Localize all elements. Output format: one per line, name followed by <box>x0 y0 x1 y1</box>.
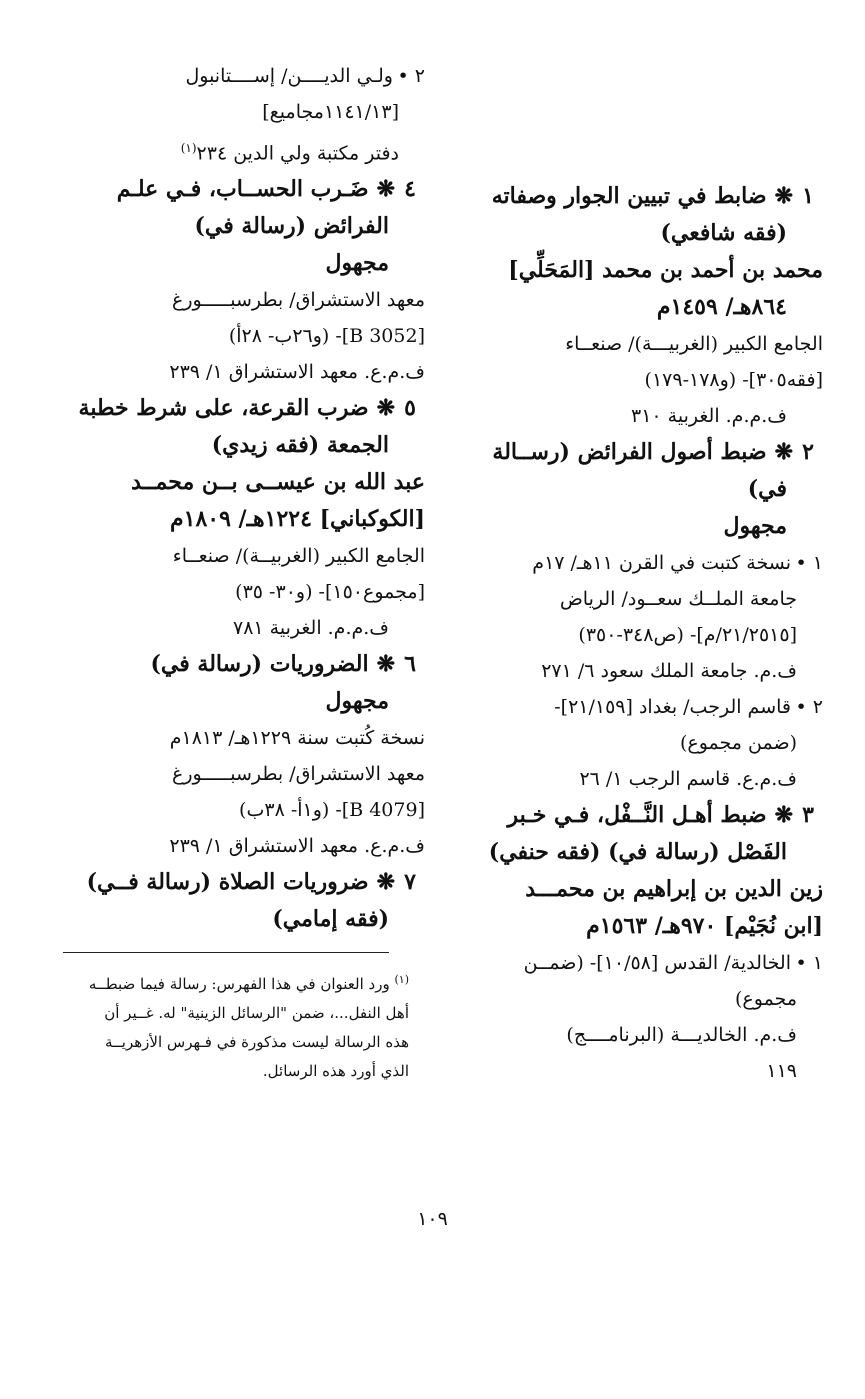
entry-6-line: ف.م.ع. معهد الاستشراق ١/ ٢٣٩ <box>169 835 425 858</box>
entry-5-title-2: الجمعة (فقه زيدي) <box>211 432 389 459</box>
entry-5-author: عبد الله بن عيســى بــن محمــد <box>131 469 425 496</box>
left-column <box>65 58 425 1086</box>
entry-2-copy-1-line: [٢١/٢٥١٥/م]- (ص٣٤٨-٣٥٠) <box>578 624 797 646</box>
continued-copy-2: ٢ •ولـي الديــــن/ إســــتانبول <box>185 65 425 87</box>
entry-3-copy-1-line: مجموع) <box>735 988 797 1010</box>
entry-1-title: ١❋ضابط في تبيين الجوار وصفاته <box>491 183 814 209</box>
entry-6-line: [B 4079]- (و١أ- ٣٨ب) <box>239 799 425 822</box>
footnote-marker: (١) <box>394 973 409 987</box>
entry-1-author-2: ٨٦٤هـ/ ١٤٥٩م <box>656 294 787 320</box>
entry-2-copy-1-line: ف.م. جامعة الملك سعود ٦/ ٢٧١ <box>541 660 797 682</box>
entry-2-title-2: في) <box>747 476 787 502</box>
footnote-divider <box>63 952 389 953</box>
entry-4-line: ف.م.ع. معهد الاستشراق ١/ ٢٣٩ <box>169 361 425 384</box>
entry-4-line: [B 3052]- (و٢٦ب- ٢٨أ) <box>228 325 425 348</box>
entry-6-line: معهد الاستشراق/ بطرسبـــــورغ <box>172 763 425 786</box>
entry-5-line: الجامع الكبير (الغربيــة)/ صنعــاء <box>172 545 425 568</box>
entry-5-author-2: [الكوكباني] ١٢٢٤هـ/ ١٨٠٩م <box>170 506 425 533</box>
entry-3-title: ٣❋ضبط أهـل النَّــفْل، فـي خـبر <box>507 802 814 828</box>
right-column <box>433 178 823 1089</box>
continued-copy-2-line: [١١٤١/١٣مجاميع] <box>262 101 399 123</box>
entry-3-copy-1: ١ •الخالدية/ القدس [١٠/٥٨]- (ضمــن <box>523 952 823 974</box>
star-icon: ❋ <box>774 183 793 209</box>
entry-3-copy-1-line: ١١٩ <box>766 1060 797 1082</box>
entry-7-title-2: (فقه إمامي) <box>272 906 389 933</box>
entry-1-line: الجامع الكبير (الغربيـــة)/ صنعــاء <box>565 333 823 355</box>
star-icon: ❋ <box>774 802 793 828</box>
star-icon: ❋ <box>376 176 395 203</box>
entry-6-title: ٦❋الضروريات (رسالة في) <box>150 651 416 678</box>
star-icon: ❋ <box>376 651 395 678</box>
entry-5-line: [مجموع١٥٠]- (و٣٠- ٣٥) <box>235 581 425 604</box>
entry-2-copy-2-line: ف.م.ع. قاسم الرجب ١/ ٢٦ <box>579 768 797 790</box>
entry-2-copy-1: ١ •نسخة كتبت في القرن ١١هـ/ ١٧م <box>532 552 823 574</box>
entry-7-title: ٧❋ضروريات الصلاة (رسالة فــي) <box>86 869 416 896</box>
entry-2-copy-2-line: (ضمن مجموع) <box>679 732 797 754</box>
page-number: ١٠٩ <box>417 1208 448 1230</box>
entry-2-copy-1-line: جامعة الملــك سعــود/ الرياض <box>559 588 797 610</box>
star-icon: ❋ <box>376 395 395 422</box>
bullet-icon: • <box>397 65 409 87</box>
footnote-line: أهل النفل...، ضمن "الرسائل الزينية" له. غــير أن <box>104 1004 409 1023</box>
entry-2-copy-2: ٢ •قاسم الرجب/ بغداد [٢١/١٥٩]- <box>554 696 823 718</box>
entry-4-author: مجهول <box>325 250 389 277</box>
entry-5-title: ٥❋ضرب القرعة، على شرط خطبة <box>78 395 416 422</box>
star-icon: ❋ <box>774 439 793 465</box>
footnote-line: الذي أورد هذه الرسائل. <box>262 1062 409 1081</box>
entry-1-line: ف.م.م. الغربية ٣١٠ <box>631 405 787 427</box>
bullet-icon: • <box>795 952 807 974</box>
footnote-reference: (١) <box>180 141 197 155</box>
entry-2-author: مجهول <box>723 513 787 539</box>
entry-1-author: محمد بن أحمد بن محمد [المَحَلِّي] <box>508 257 823 283</box>
entry-2-title: ٢❋ضبط أصول الفرائض (رســالة <box>492 439 814 465</box>
entry-6-author: مجهول <box>325 688 389 715</box>
continued-copy-2-line: دفتر مكتبة ولي الدين ٢٣٤$^{(١)}$ <box>180 141 399 165</box>
entry-4-title: ٤❋ضَـرب الحســاب، فـي علـم <box>116 176 416 203</box>
entry-4-title-2: الفرائض (رسالة في) <box>194 213 389 240</box>
entry-1-title-2: (فقه شافعي) <box>660 220 787 246</box>
entry-3-title-2: الفَصْل (رسالة في) (فقه حنفي) <box>488 839 787 865</box>
footnote-line: $^{(١)}$ ورد العنوان في هذا الفهرس: رسالة فيما ضبطــه <box>88 973 409 994</box>
bullet-icon: • <box>795 552 807 574</box>
star-icon: ❋ <box>376 869 395 896</box>
bullet-icon: • <box>795 696 807 718</box>
entry-3-author-2: [ابن نُجَيْم] ٩٧٠هـ/ ١٥٦٣م <box>586 913 823 939</box>
footnote-line: هذه الرسالة ليست مذكورة في فـهرس الأزهريــة <box>104 1033 409 1052</box>
entry-4-line: معهد الاستشراق/ بطرسبـــــورغ <box>172 289 425 312</box>
entry-5-line: ف.م.م. الغربية ٧٨١ <box>233 617 389 640</box>
entry-3-copy-1-line: ف.م. الخالديـــة (البرنامــــج) <box>566 1024 797 1046</box>
entry-1-line: [فقه٣٠٥]- (و١٧٨-١٧٩) <box>644 369 823 391</box>
entry-6-line: نسخة كُتبت سنة ١٢٢٩هـ/ ١٨١٣م <box>169 727 425 750</box>
entry-3-author: زين الدين بن إبراهيم بن محمـــد <box>525 876 823 902</box>
